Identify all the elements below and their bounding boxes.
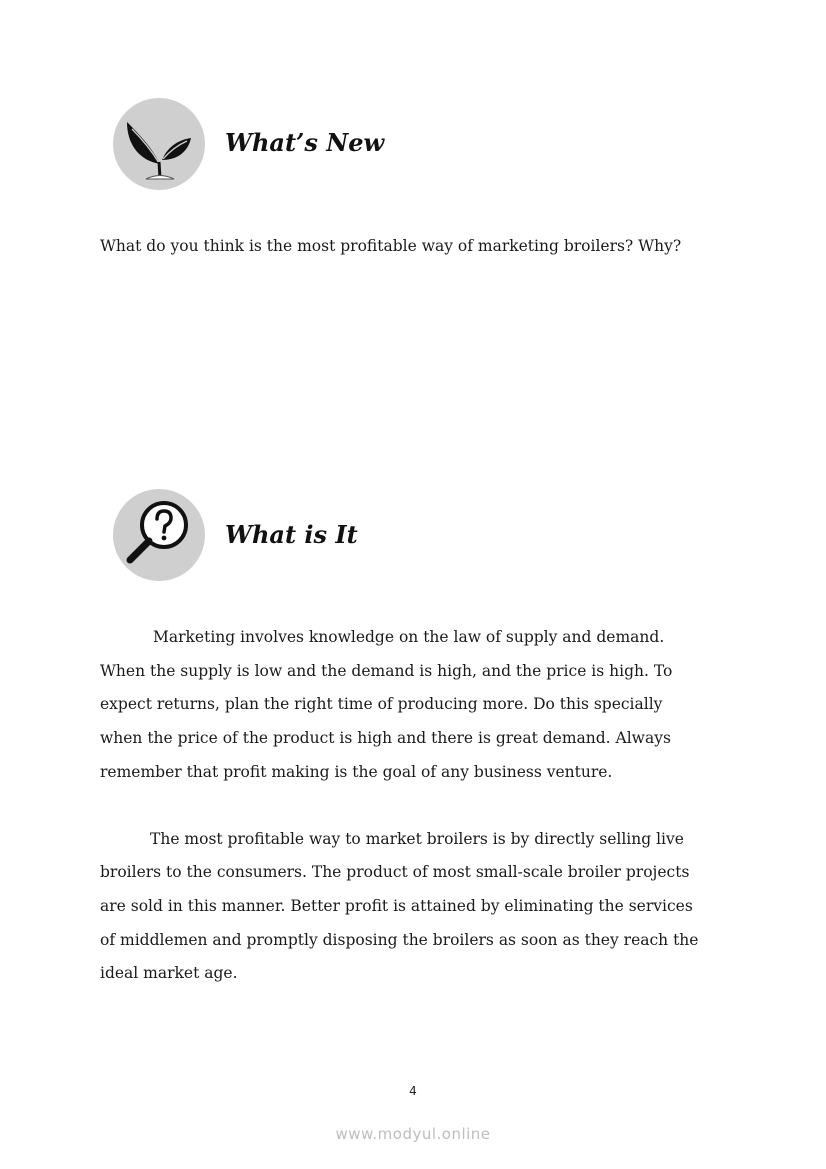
paragraph-2-line: The most profitable way to market broilers is by directly selling live <box>150 830 684 848</box>
paragraph-2-line: ideal market age. <box>100 964 238 982</box>
whats-new-question: What do you think is the most profitable way of marketing broilers? Why? <box>100 237 682 255</box>
watermark: www.modyul.online <box>335 1125 491 1143</box>
magnifier-question-icon <box>113 489 205 581</box>
page-number: 4 <box>409 1084 417 1098</box>
paragraph-2-line: are sold in this manner. Better profit is attained by eliminating the services <box>100 897 693 915</box>
paragraph-2-line: of middlemen and promptly disposing the broilers as soon as they reach the <box>100 931 699 949</box>
what-is-it-title: What is It <box>225 520 358 549</box>
whats-new-title: What’s New <box>225 128 385 157</box>
paragraph-1-line: When the supply is low and the demand is high, and the price is high. To <box>100 662 673 680</box>
paragraph-1-line: Marketing involves knowledge on the law of supply and demand. <box>153 628 665 646</box>
paragraph-1-line: remember that profit making is the goal of any business venture. <box>100 763 613 781</box>
plant-sprout-icon <box>113 98 205 190</box>
paragraph-2-line: broilers to the consumers. The product of most small-scale broiler projects <box>100 863 690 881</box>
paragraph-1-line: expect returns, plan the right time of producing more. Do this specially <box>100 695 663 713</box>
paragraph-1-line: when the price of the product is high and there is great demand. Always <box>100 729 671 747</box>
